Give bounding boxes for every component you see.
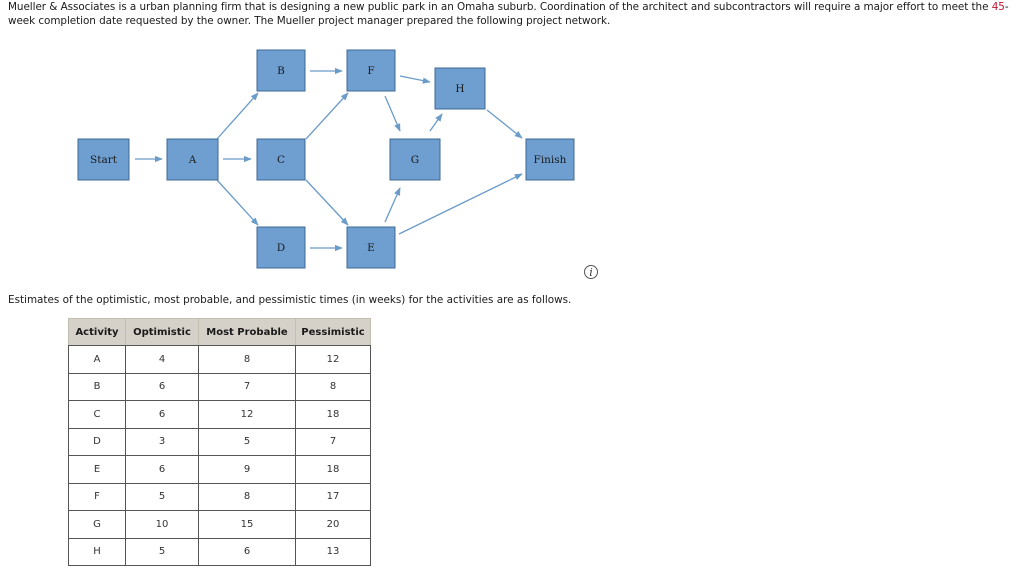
edge-g-h — [430, 114, 442, 131]
edge-e-g — [385, 188, 400, 222]
intro-text-end: -week completion date requested by the owner. The Mueller project manager prepared the following project network. — [8, 1, 1009, 27]
table-row — [69, 401, 371, 429]
table-row — [69, 538, 371, 566]
most-probable-cell: 6 — [199, 538, 296, 566]
node-finish — [526, 139, 574, 180]
pessimistic-cell: 8 — [296, 373, 371, 401]
edge-c-e — [306, 180, 348, 225]
table-header-row — [69, 319, 371, 346]
node-h-label: H — [455, 83, 465, 95]
table-row — [69, 456, 371, 484]
optimistic-cell: 5 — [126, 538, 199, 566]
edge-c-f — [306, 93, 348, 139]
most-probable-cell: 12 — [199, 401, 296, 429]
node-start-label: Start — [90, 154, 117, 166]
node-g-label: G — [410, 154, 420, 166]
node-e — [347, 227, 395, 268]
table-row — [69, 346, 371, 374]
pessimistic-cell: 20 — [296, 511, 371, 539]
node-f — [347, 50, 395, 91]
optimistic-cell: 4 — [126, 346, 199, 374]
most-probable-cell: 15 — [199, 511, 296, 539]
optimistic-cell: 3 — [126, 428, 199, 456]
info-icon[interactable]: i — [584, 265, 598, 279]
activity-cell: H — [69, 538, 126, 566]
pessimistic-cell: 18 — [296, 456, 371, 484]
header-pessimistic: Pessimistic — [296, 319, 371, 346]
activity-cell: C — [69, 401, 126, 429]
most-probable-cell: 9 — [199, 456, 296, 484]
time-estimates-table — [68, 318, 371, 566]
node-b-label: B — [277, 65, 285, 77]
activity-cell: B — [69, 373, 126, 401]
optimistic-cell: 10 — [126, 511, 199, 539]
optimistic-cell: 6 — [126, 456, 199, 484]
node-e-label: E — [367, 242, 375, 254]
node-d — [257, 227, 305, 268]
optimistic-cell: 6 — [126, 373, 199, 401]
pessimistic-cell: 13 — [296, 538, 371, 566]
intro-text-start: Mueller & Associates is a urban planning firm that is designing a new public park in an Omaha suburb. Coordination of the architect and subcontractors will require a major effort to meet the — [8, 1, 992, 13]
node-b — [257, 50, 305, 91]
pessimistic-cell: 12 — [296, 346, 371, 374]
node-c — [257, 139, 305, 180]
edge-a-d — [217, 180, 258, 225]
header-optimistic: Optimistic — [126, 319, 199, 346]
node-a — [167, 139, 218, 180]
estimates-text: Estimates of the optimistic, most probable, and pessimistic times (in weeks) for the activities are as follows. — [8, 294, 572, 306]
node-f-label: F — [367, 65, 375, 77]
optimistic-cell: 5 — [126, 483, 199, 511]
most-probable-cell: 8 — [199, 483, 296, 511]
edge-e-finish — [399, 174, 522, 234]
most-probable-cell: 8 — [199, 346, 296, 374]
header-most-probable: Most Probable — [199, 319, 296, 346]
activity-cell: A — [69, 346, 126, 374]
edge-h-finish — [487, 110, 522, 138]
completion-weeks-highlight: 45 — [991, 1, 1005, 13]
node-c-label: C — [276, 154, 286, 166]
node-h — [435, 68, 485, 109]
activity-cell: G — [69, 511, 126, 539]
optimistic-cell: 6 — [126, 401, 199, 429]
pessimistic-cell: 17 — [296, 483, 371, 511]
activity-cell: F — [69, 483, 126, 511]
node-a-label: A — [188, 154, 197, 166]
activity-cell: E — [69, 456, 126, 484]
edge-a-b — [217, 93, 258, 139]
edge-f-g — [385, 96, 400, 131]
pessimistic-cell: 18 — [296, 401, 371, 429]
table-row — [69, 483, 371, 511]
table-row — [69, 511, 371, 539]
most-probable-cell: 7 — [199, 373, 296, 401]
node-start — [78, 139, 129, 180]
activity-cell: D — [69, 428, 126, 456]
most-probable-cell: 5 — [199, 428, 296, 456]
edge-f-h — [400, 76, 430, 82]
node-finish-label: Finish — [533, 154, 567, 166]
node-g — [390, 139, 440, 180]
pessimistic-cell: 7 — [296, 428, 371, 456]
table-row — [69, 373, 371, 401]
node-d-label: D — [276, 242, 286, 254]
table-row — [69, 428, 371, 456]
header-activity: Activity — [69, 319, 126, 346]
